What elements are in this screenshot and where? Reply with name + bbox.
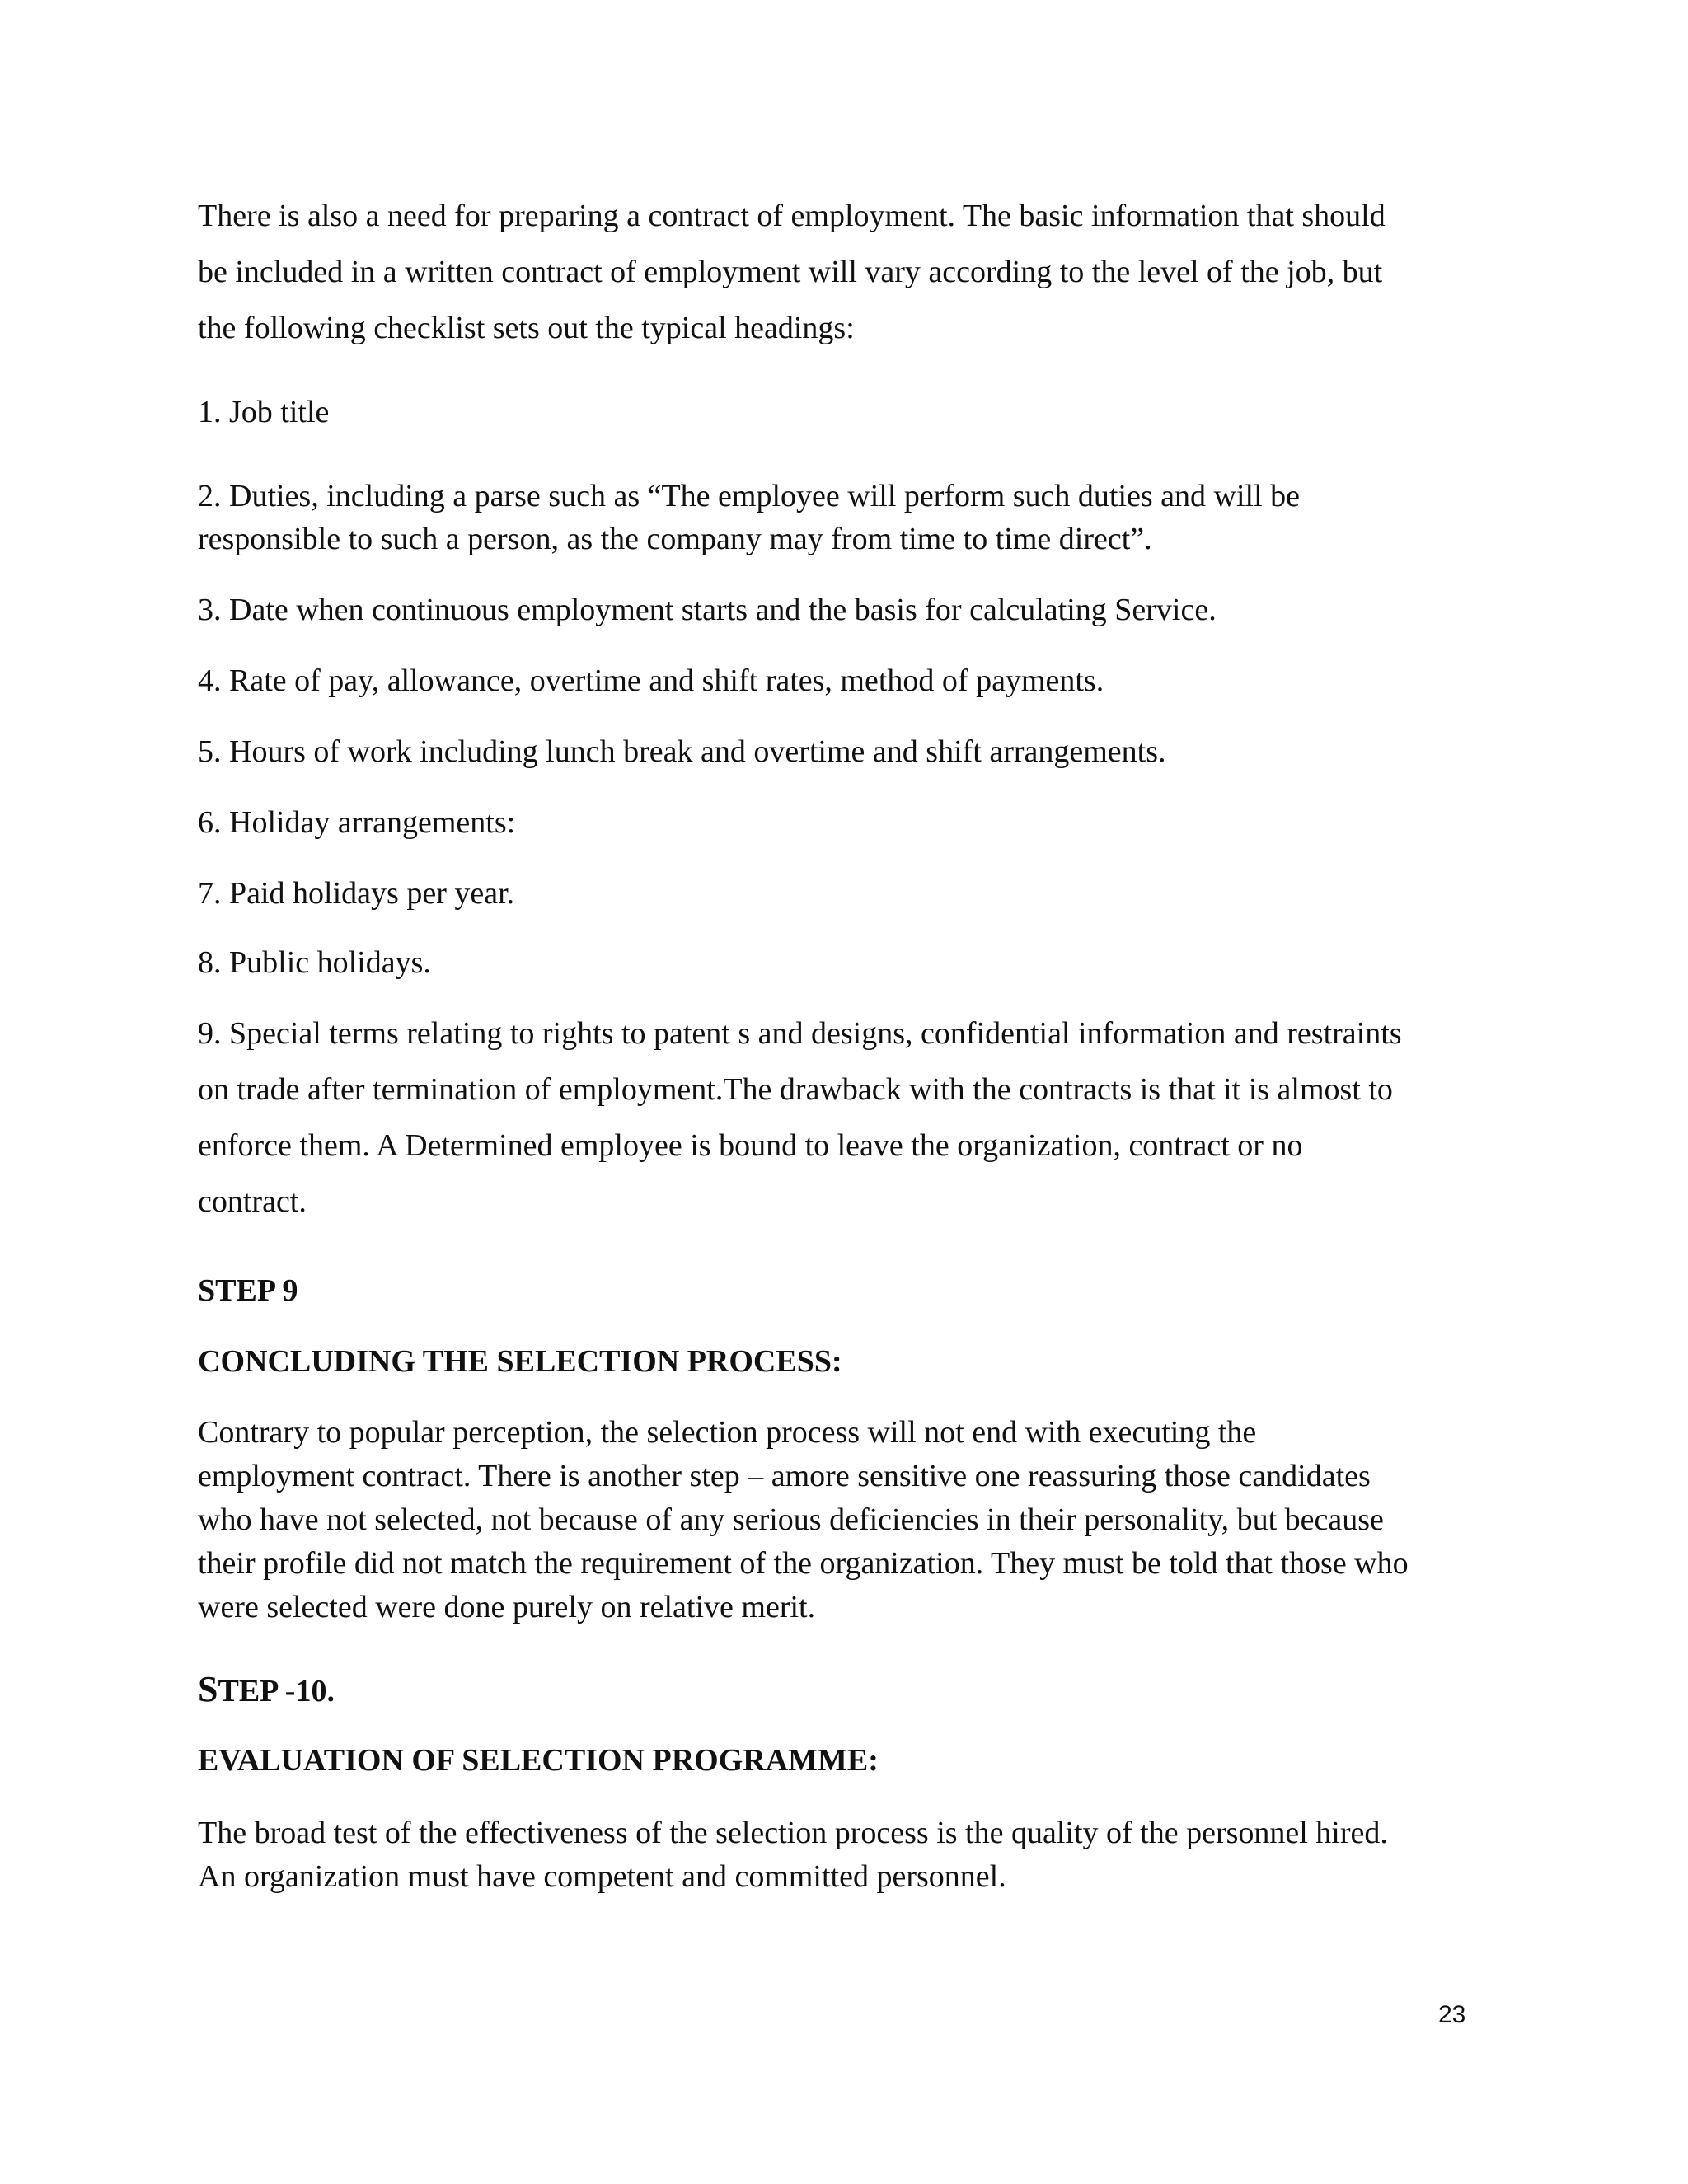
paragraph-line: were selected were done purely on relative merit. xyxy=(198,1590,816,1624)
paragraph-line: employment contract. There is another step – amore sensitive one reassuring those candidates xyxy=(198,1459,1371,1493)
step-9-label-text: STEP 9 xyxy=(198,1273,298,1308)
step-10-initial: S xyxy=(198,1669,218,1709)
list-item-text: 9. Special terms relating to rights to patent s and designs, confidential information and restraints xyxy=(198,1016,1402,1051)
list-item-text: 5. Hours of work including lunch break and overtime and shift arrangements. xyxy=(198,734,1166,769)
list-item-text: 2. Duties, including a parse such as “The employee will perform such duties and will be xyxy=(198,479,1301,513)
step-10-label-text xyxy=(198,1668,335,1710)
list-item-text: enforce them. A Determined employee is bound to leave the organization, contract or no xyxy=(198,1128,1303,1163)
list-item-text: 4. Rate of pay, allowance, overtime and shift rates, method of payments. xyxy=(198,663,1104,698)
list-item-text: contract. xyxy=(198,1184,307,1219)
paragraph-line: their profile did not match the requirement of the organization. They must be told that those who xyxy=(198,1546,1409,1581)
list-item-text: 7. Paid holidays per year. xyxy=(198,876,515,911)
list-item-text: 1. Job title xyxy=(198,395,330,429)
step-9-heading-text: CONCLUDING THE SELECTION PROCESS: xyxy=(198,1344,842,1379)
list-item-text: on trade after termination of employment.The drawback with the contracts is that it is almost to xyxy=(198,1072,1393,1107)
list-item-text: 6. Holiday arrangements: xyxy=(198,805,516,840)
list-item-text: 3. Date when continuous employment starts and the basis for calculating Service. xyxy=(198,593,1217,627)
paragraph-line: An organization must have competent and committed personnel. xyxy=(198,1859,1006,1894)
intro-line: the following checklist sets out the typical headings: xyxy=(198,311,855,345)
paragraph-line: Contrary to popular perception, the selection process will not end with executing the xyxy=(198,1415,1257,1450)
paragraph-line: The broad test of the effectiveness of the selection process is the quality of the personnel hired. xyxy=(198,1816,1388,1850)
page-number: 23 xyxy=(1438,2001,1466,2028)
step-10-heading-text: EVALUATION OF SELECTION PROGRAMME: xyxy=(198,1743,879,1778)
intro-line: There is also a need for preparing a contract of employment. The basic information that should xyxy=(198,199,1386,233)
step-10-rest: TEP -10. xyxy=(218,1674,335,1708)
list-item-text: responsible to such a person, as the company may from time to time direct”. xyxy=(198,522,1152,556)
list-item-text: 8. Public holidays. xyxy=(198,945,431,980)
paragraph-line: who have not selected, not because of any serious deficiencies in their personality, but because xyxy=(198,1502,1384,1537)
intro-line: be included in a written contract of employment will vary according to the level of the job, but xyxy=(198,255,1383,289)
